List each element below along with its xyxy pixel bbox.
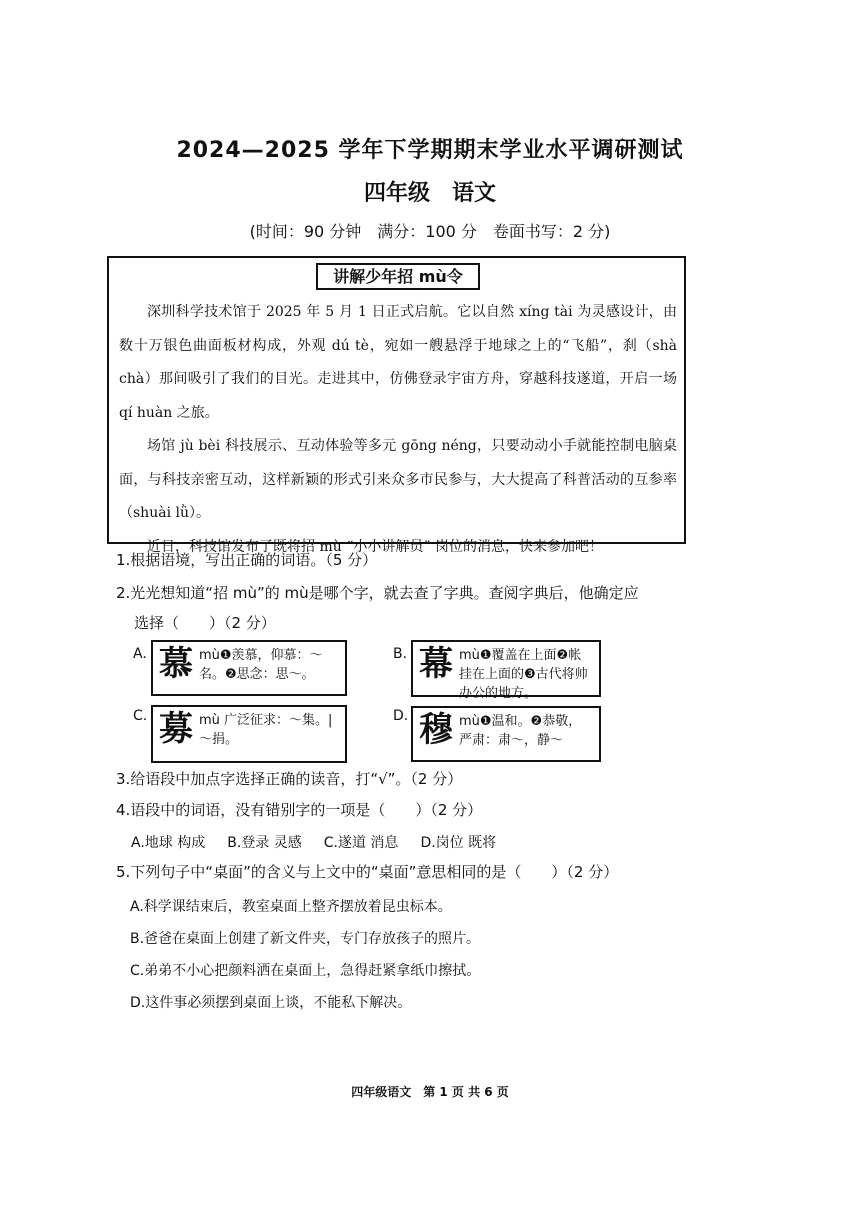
exam-subtitle: 四年级 语文 <box>363 181 496 206</box>
passage-text <box>119 296 677 564</box>
page-footer: 四年级语文 第 1 页 共 6 页 <box>351 1085 509 1099</box>
option-b-label: B. <box>393 646 408 662</box>
question-2-line-1: 2.光光想知道“招 mù”的 mù是哪个字，就去查了字典。查阅字典后，他确定应 <box>116 584 639 602</box>
option-c-box <box>151 705 347 763</box>
option-b-char: 幕 <box>419 644 453 684</box>
option-d-label: D. <box>393 708 409 724</box>
q4-choice-c: C.遂道 消息 <box>323 835 399 851</box>
question-3: 3.给语段中加点字选择正确的读音，打“√”。（2 分） <box>116 770 463 788</box>
option-d-definition: mù❶温和。❷恭敬，严肃：肃～，静～ <box>459 714 582 748</box>
question-4-choices <box>131 832 496 852</box>
passage-paragraph-2: 场馆 jù bèi 科技展示、互动体验等多元 gōng néng，只要动动小手就能控制电脑桌面，与科技亲密互动，这样新颖的形式引来众多市民参与，大大提高了科普活动的互参率（shuài lǜ）。 <box>119 438 677 521</box>
question-4: 4.语段中的词语，没有错别字的一项是（ ）（2 分） <box>116 801 483 819</box>
passage-paragraph-3: 近日，科技馆发布了既将招 mù “小小讲解员” 岗位的消息，快来参加吧！ <box>147 538 603 555</box>
option-b-box <box>411 640 601 701</box>
option-c-label: C. <box>133 708 148 724</box>
exam-title: 2024—2025 学年下学期期末学业水平调研测试 <box>176 138 684 163</box>
option-a-definition: mù❶羡慕，仰慕：～名。❷思念：思～。 <box>199 648 323 682</box>
q4-choice-a: A.地球 构成 <box>131 835 206 851</box>
passage-paragraph-1: 深圳科学技术馆于 2025 年 5 月 1 日正式启航。它以自然 xíng tài 为灵感设计，由数十万银色曲面板材构成，外观 dú tè，宛如一艘悬浮于地球之上的“飞船”，刹（shà chà）那间吸引了我们的目光。走进其中，仿佛登录宇宙方舟，穿越科技遂道，开启一场 qí huàn 之旅。 <box>119 304 677 421</box>
q4-choice-d: D.岗位 既将 <box>420 835 497 851</box>
option-c-char: 募 <box>159 709 193 749</box>
option-a-label: A. <box>133 646 147 662</box>
q4-choice-b: B.登录 灵感 <box>227 835 302 851</box>
exam-info: (时间：90 分钟 满分：100 分 卷面书写：2 分) <box>249 222 611 241</box>
option-a-char: 慕 <box>159 644 193 684</box>
question-2-line-2: 选择（ ）（2 分） <box>134 614 276 632</box>
reading-passage-box <box>107 256 686 555</box>
q5-option-a: A.科学课结束后，教室桌面上整齐摆放着昆虫标本。 <box>130 899 452 915</box>
option-c-definition: mù 广泛征求：～集。|～捐。 <box>199 713 333 747</box>
q5-option-b: B.爸爸在桌面上创建了新文件夹，专门存放孩子的照片。 <box>130 931 481 947</box>
option-d-box <box>411 706 601 762</box>
question-1: 1.根据语境，写出正确的词语。（5 分） <box>116 551 378 569</box>
q5-option-c: C.弟弟不小心把颜料洒在桌面上，急得赶紧拿纸巾擦拭。 <box>130 963 481 979</box>
q5-option-d: D.这件事必须摆到桌面上谈，不能私下解决。 <box>130 995 412 1011</box>
question-5: 5.下列句子中“桌面”的含义与上文中的“桌面”意思相同的是（ ）（2 分） <box>116 863 619 881</box>
option-d-char: 穆 <box>419 710 453 750</box>
passage-title: 讲解少年招 mù令 <box>316 263 480 290</box>
option-b-definition: mù❶覆盖在上面❷帐挂在上面的❸古代将帅办公的地方。 <box>459 648 588 701</box>
option-a-box <box>151 640 347 696</box>
